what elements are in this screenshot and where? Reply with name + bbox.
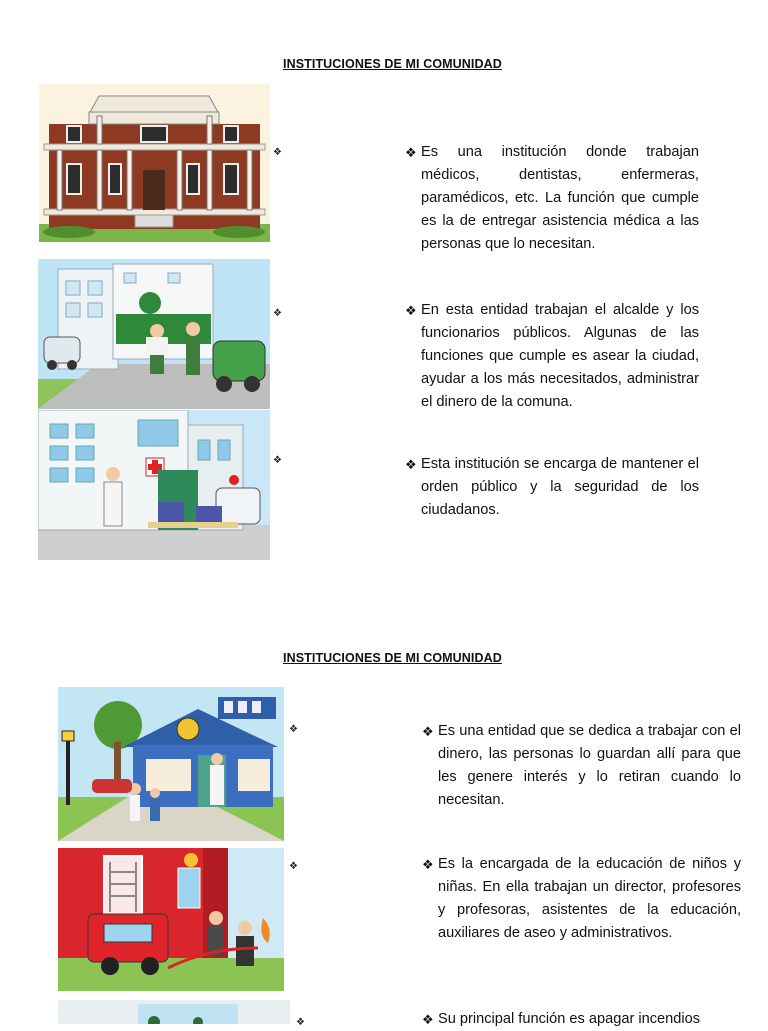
small-bullet: ❖ [273, 308, 282, 319]
paragraph-hospital [405, 141, 699, 256]
page2-title: INSTITUCIONES DE MI COMUNIDAD [283, 651, 502, 665]
small-bullet: ❖ [273, 147, 282, 158]
small-bullet: ❖ [273, 455, 282, 466]
paragraph-text: Es una entidad que se dedica a trabajar con el dinero, las personas lo guardan allí para que les genere interés y lo retiran cuando lo necesitan. [438, 723, 741, 808]
small-bullet: ❖ [289, 861, 298, 872]
paragraph-education [422, 853, 741, 945]
diamond-bullet-icon: ❖ [422, 724, 434, 739]
paragraph-firefighters [422, 1008, 741, 1031]
hospital-image [38, 410, 270, 560]
small-bullet: ❖ [296, 1017, 305, 1028]
municipality-image [39, 84, 270, 242]
diamond-bullet-icon: ❖ [422, 857, 434, 872]
paragraph-text: Es una institución donde trabajan médicos, dentistas, enfermeras, paramédicos, etc. La función que cumple es la de entregar asistencia médica a las personas que lo necesitan. [421, 144, 699, 252]
page1-title: INSTITUCIONES DE MI COMUNIDAD [283, 57, 502, 71]
fire-station-image [58, 848, 284, 991]
police-station-image [38, 259, 270, 409]
paragraph-text: En esta entidad trabajan el alcalde y los funcionarios públicos. Algunas de las funciones que cumple es asear la ciudad, ayudar a los más necesitados, administrar el dinero de la comuna. [421, 302, 699, 410]
school-image [58, 687, 284, 841]
diamond-bullet-icon: ❖ [422, 1012, 434, 1027]
diamond-bullet-icon: ❖ [405, 145, 417, 160]
paragraph-text: Su principal función es apagar incendios [438, 1011, 701, 1027]
diamond-bullet-icon: ❖ [405, 303, 417, 318]
paragraph-text: Esta institución se encarga de mantener el orden público y la seguridad de los ciudadanos. [421, 456, 699, 518]
paragraph-municipality [405, 299, 699, 414]
diamond-bullet-icon: ❖ [405, 457, 417, 472]
paragraph-police [405, 453, 699, 522]
paragraph-text: Es la encargada de la educación de niños y niñas. En ella trabajan un director, profesores y profesoras, asistentes de la educación, auxiliares de aseo y administrativos. [438, 856, 741, 941]
partial-image [58, 1000, 290, 1024]
small-bullet: ❖ [289, 724, 298, 735]
paragraph-school [422, 720, 741, 812]
